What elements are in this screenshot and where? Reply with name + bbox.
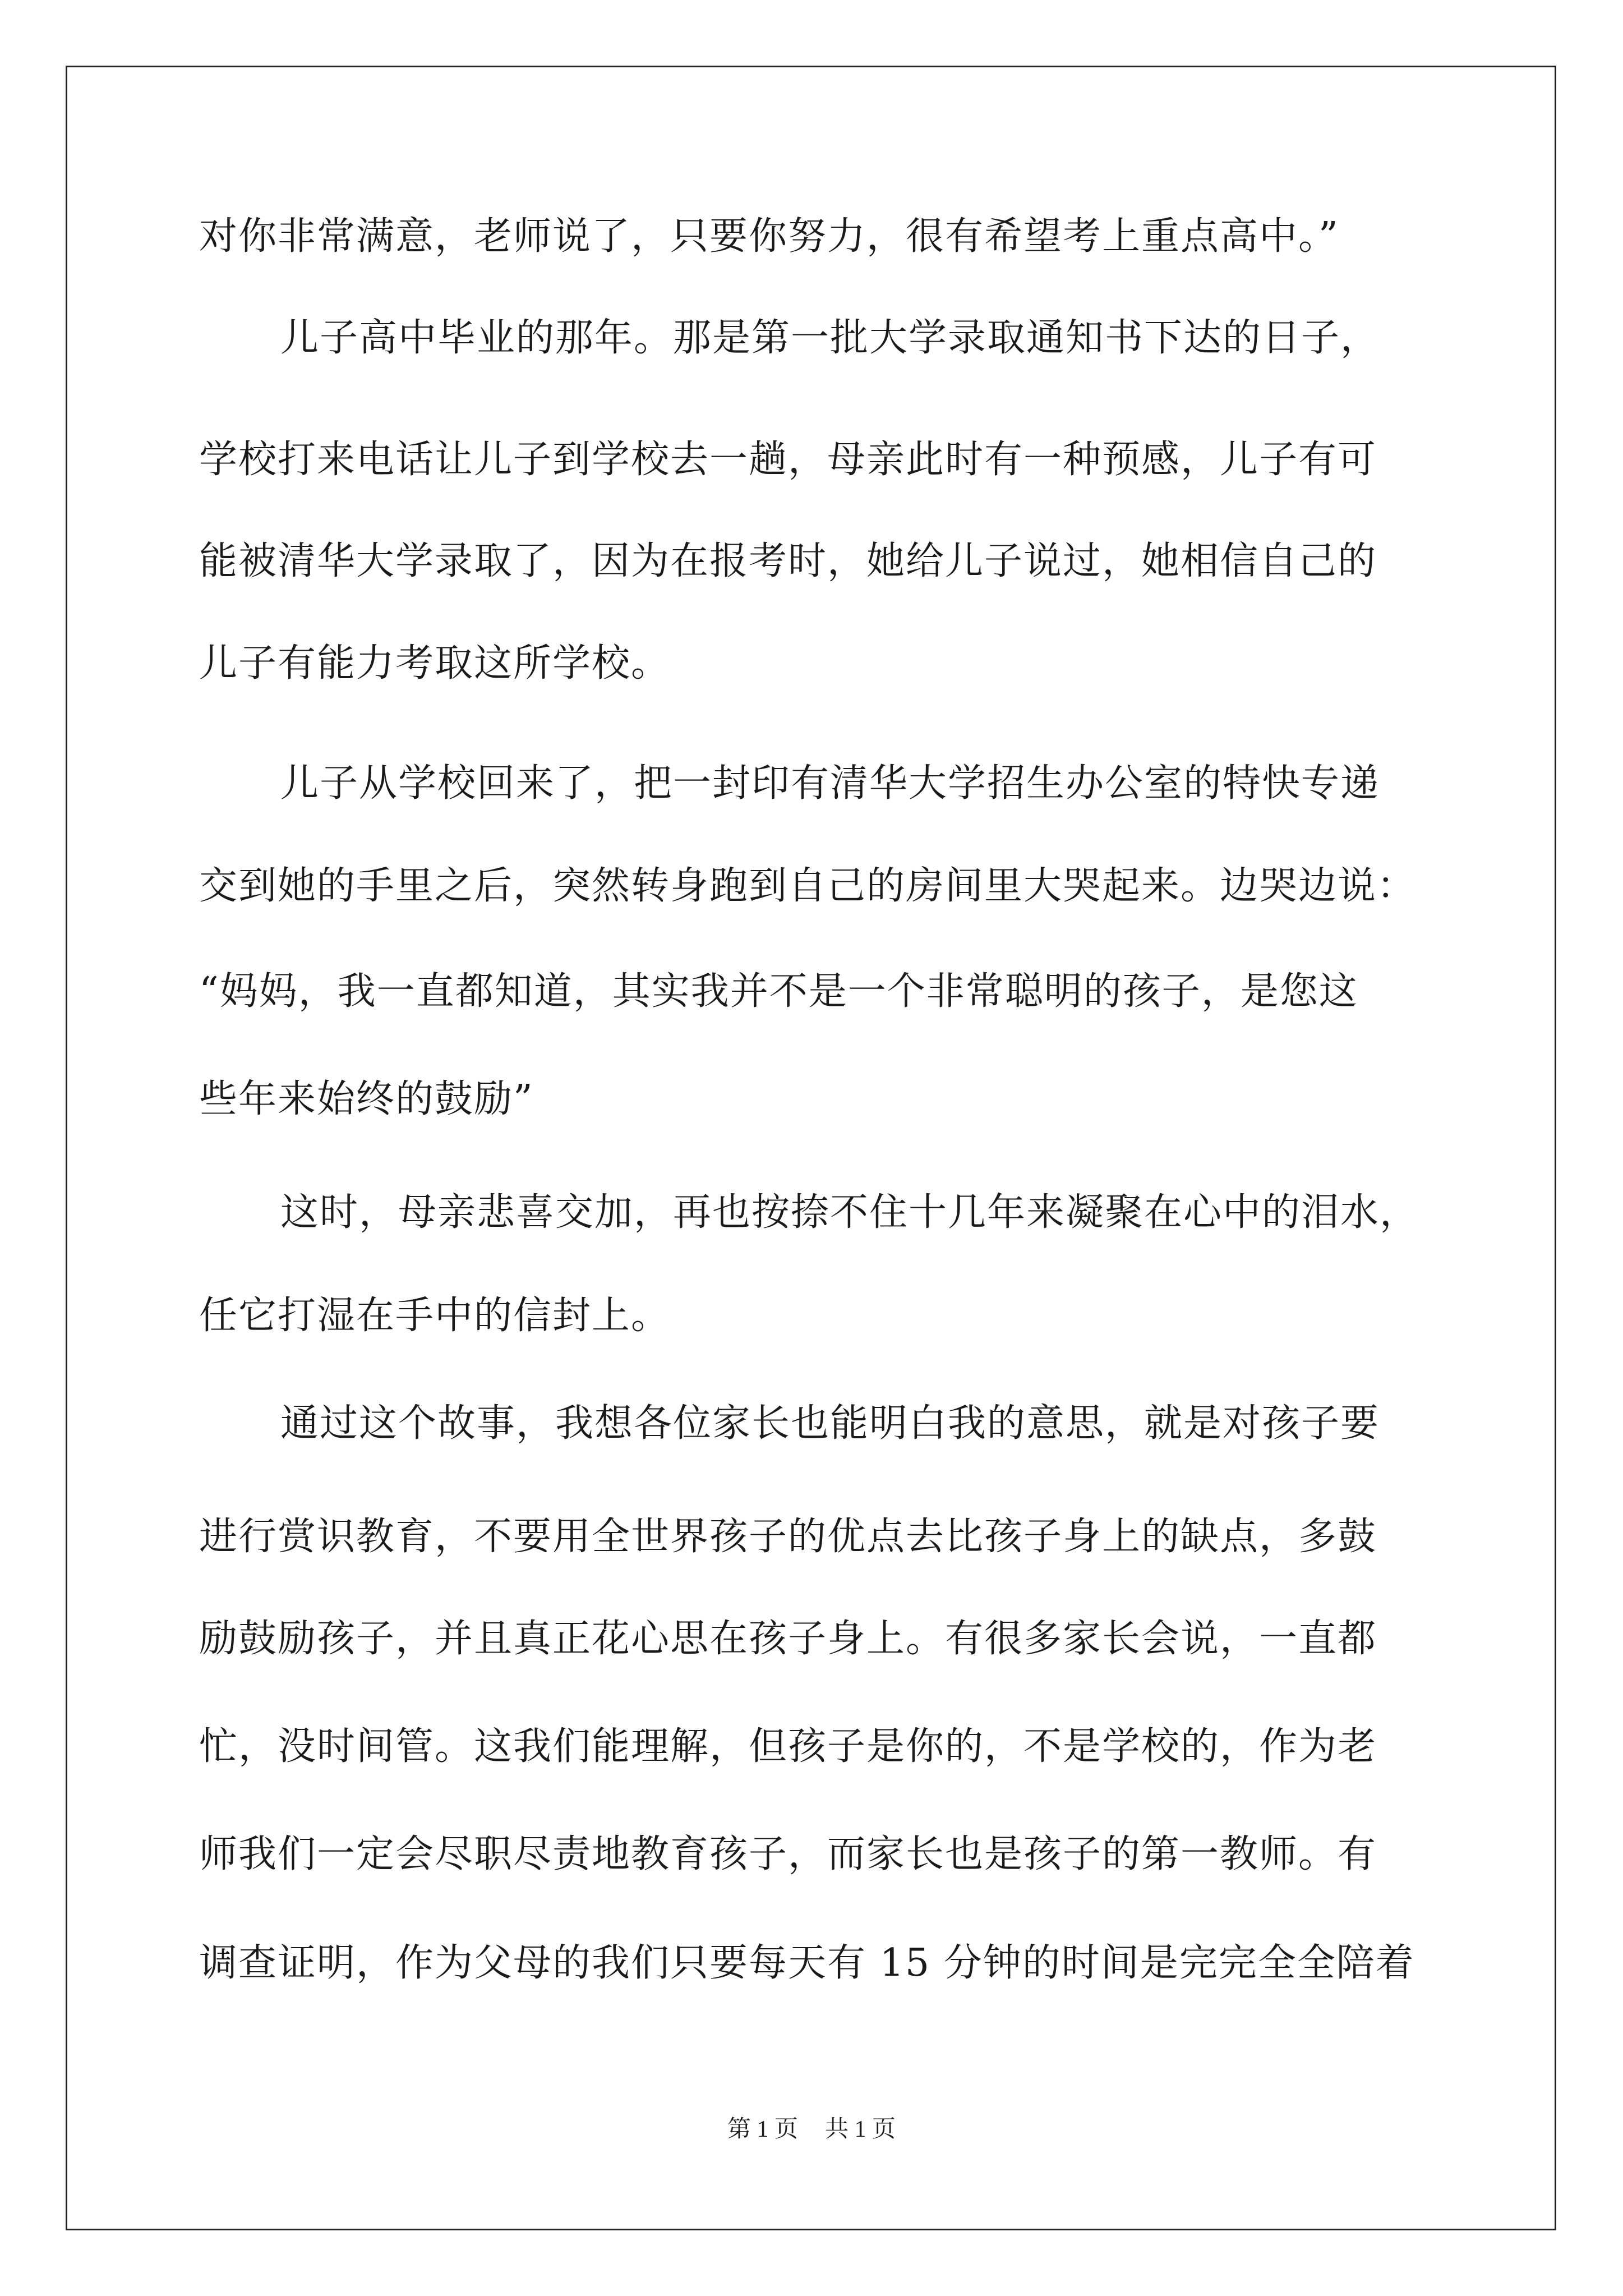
text-line: 忙，没时间管。这我们能理解，但孩子是你的，不是学校的，作为老 [199,1724,1377,1769]
page-border [66,66,1556,2230]
text-line: 励鼓励孩子，并且真正花心思在孩子身上。有很多家长会说，一直都 [199,1617,1377,1661]
page-number: 第 1 页 [727,2116,798,2142]
text-line: 交到她的手里之后，突然转身跑到自己的房间里大哭起来。边哭边说： [199,864,1417,908]
text-line: 些年来始终的鼓励” [199,1077,534,1121]
text-line: 儿子有能力考取这所学校。 [199,641,671,685]
text-line: “妈妈，我一直都知道，其实我并不是一个非常聪明的孩子，是您这 [199,969,1358,1014]
page-total: 共 1 页 [825,2116,896,2142]
text-line: 师我们一定会尽职尽责地教育孩子，而家长也是孩子的第一教师。有 [199,1832,1377,1876]
text-line: 儿子高中毕业的那年。那是第一批大学录取通知书下达的日子， [280,316,1380,360]
text-line: 儿子从学校回来了，把一封印有清华大学招生办公室的特快专递 [280,761,1380,806]
text-line: 任它打湿在手中的信封上。 [199,1294,671,1338]
text-line: 调查证明，作为父母的我们只要每天有 15 分钟的时间是完完全全陪着 [199,1941,1415,1985]
text-line: 能被清华大学录取了，因为在报考时，她给儿子说过，她相信自己的 [199,539,1377,583]
page-footer [0,2118,1623,2141]
text-line: 通过这个故事，我想各位家长也能明白我的意思，就是对孩子要 [280,1401,1380,1446]
text-line: 学校打来电话让儿子到学校去一趟，母亲此时有一种预感，儿子有可 [199,438,1377,482]
text-line: 进行赏识教育，不要用全世界孩子的优点去比孩子身上的缺点，多鼓 [199,1515,1377,1559]
text-line: 这时，母亲悲喜交加，再也按捺不住十几年来凝聚在心中的泪水， [280,1190,1419,1235]
text-line: 对你非常满意，老师说了，只要你努力，很有希望考上重点高中。” [199,214,1339,259]
